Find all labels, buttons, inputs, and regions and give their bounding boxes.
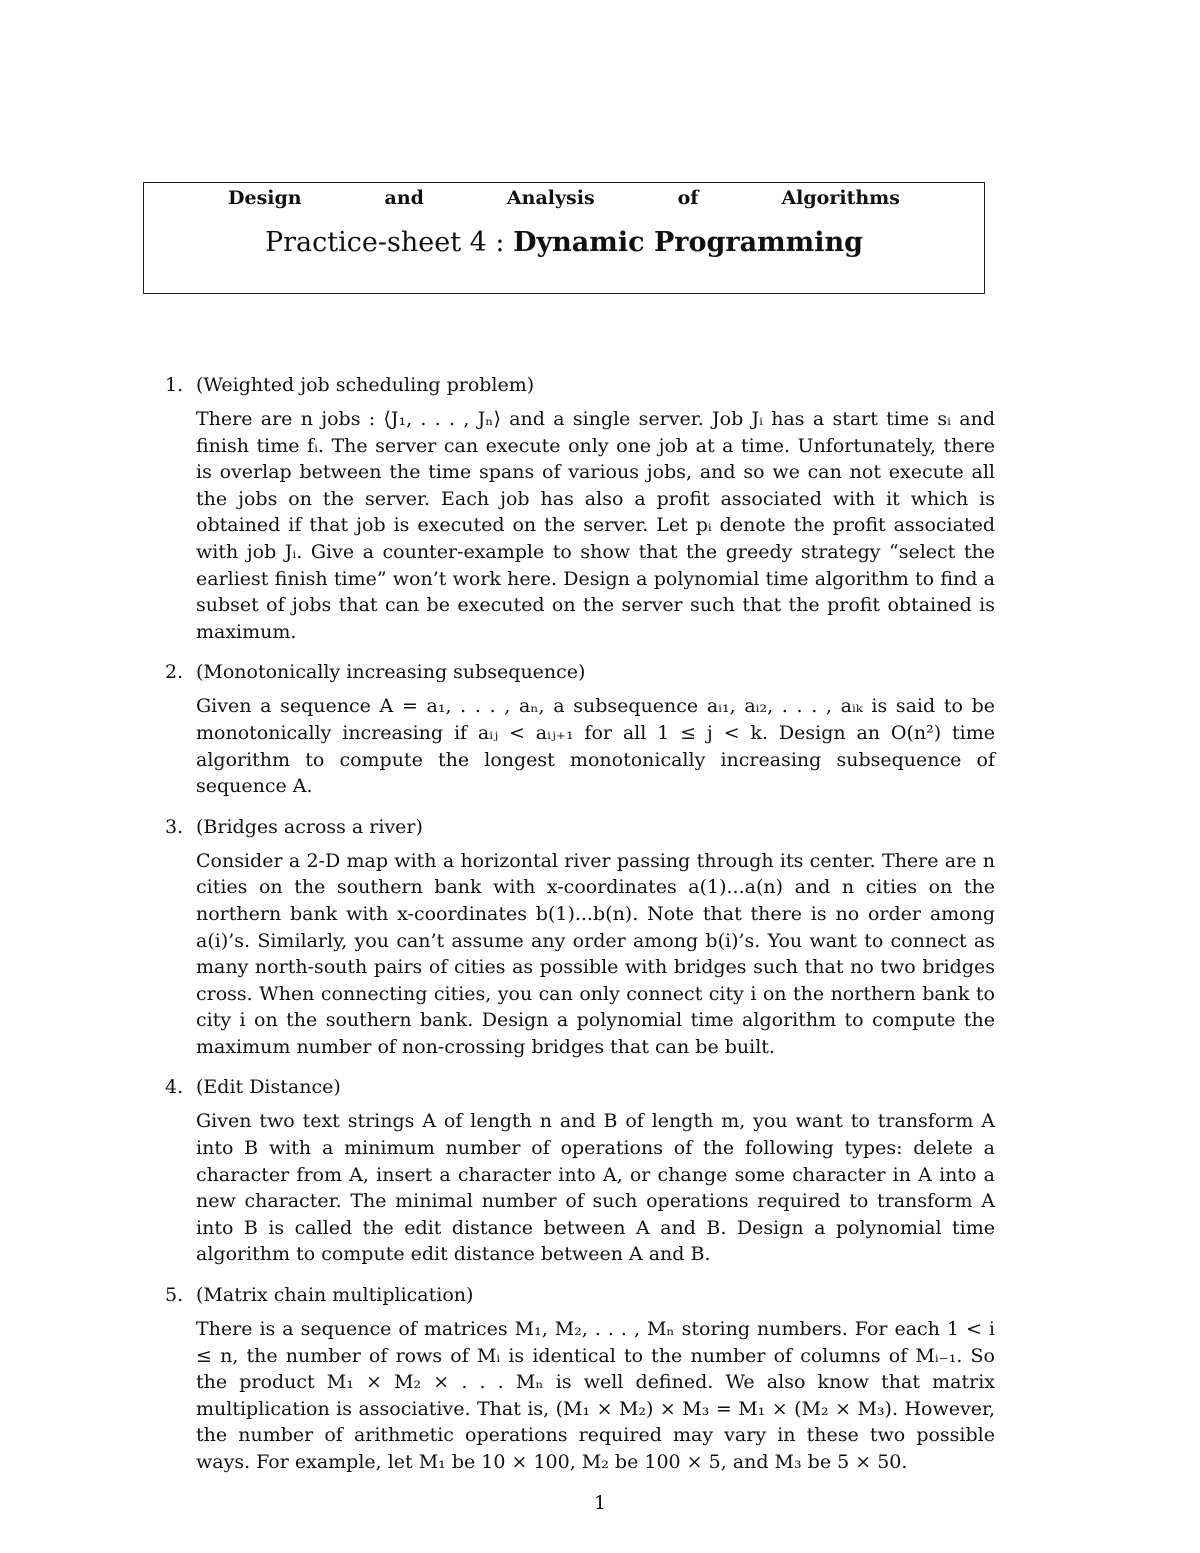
course-title	[228, 187, 900, 209]
problem-title: (Bridges across a river)	[196, 815, 423, 838]
problem-number: 3.	[165, 815, 184, 838]
problem-number: 1.	[165, 374, 184, 396]
course-word: of	[677, 187, 699, 209]
problem-item	[165, 1282, 995, 1476]
course-word: Design	[228, 187, 302, 209]
course-word: Analysis	[506, 187, 595, 209]
sheet-title	[144, 227, 984, 258]
course-word: and	[384, 187, 424, 209]
problem-list	[165, 372, 995, 1490]
problem-title: (Matrix chain multiplication)	[196, 1284, 474, 1307]
course-word: Algorithms	[781, 187, 900, 209]
problem-title: (Edit Distance)	[196, 1076, 341, 1099]
problem-body: Given two text strings A of length n and B of length m, you want to transform A into B with a minimum number of operations of the following types: delete a character from A, insert a character into A, or change some character in A into a new character. The minimal number of such operations required to transform A into B is called the edit distance between A and B. Design a polynomial time algorithm to compute edit distance between A and B.	[196, 1110, 995, 1266]
sheet-topic: Dynamic Programming	[513, 227, 863, 258]
problem-number: 4.	[165, 1076, 184, 1099]
problem-title: (Weighted job scheduling problem)	[196, 374, 535, 396]
problem-body: There is a sequence of matrices M₁, M₂, . . . , Mₙ storing numbers. For each 1 < i ≤ n, the number of rows of Mᵢ is identical to the number of columns of Mᵢ₋₁. So the product M₁ × M₂ × . . . Mₙ is well defined. We also know that matrix multiplication is associative. That is, (M₁ × M₂) × M₃ = M₁ × (M₂ × M₃). However, the number of arithmetic operations required may vary in these two possible ways. For example, let M₁ be 10 × 100, M₂ be 100 × 5, and M₃ be 5 × 50.	[196, 1318, 995, 1473]
header-box	[143, 182, 985, 294]
problem-body: Consider a 2-D map with a horizontal river passing through its center. There are n cities on the southern bank with x-coordinates a(1)...a(n) and n cities on the northern bank with x-coordinates b(1)...b(n). Note that there is no order among a(i)’s. Similarly, you can’t assume any order among b(i)’s. You want to connect as many north-south pairs of cities as possible with bridges such that no two bridges cross. When connecting cities, you can only connect city i on the northern bank to city i on the southern bank. Design a polynomial time algorithm to compute the maximum number of non-crossing bridges that can be built.	[196, 849, 995, 1058]
problem-item	[165, 372, 995, 645]
problem-body: There are n jobs : ⟨J₁, . . . , Jₙ⟩ and a single server. Job Jᵢ has a start time sᵢ and finish time fᵢ. The server can execute only one job at a time. Unfortunately, there is overlap between the time spans of various jobs, and so we can not execute all the jobs on the server. Each job has also a profit associated with it which is obtained if that job is executed on the server. Let pᵢ denote the profit associated with job Jᵢ. Give a counter-example to show that the greedy strategy “select the earliest finish time” won’t work here. Design a polynomial time algorithm to find a subset of jobs that can be executed on the server such that the profit obtained is maximum.	[196, 408, 995, 643]
problem-item	[165, 659, 995, 799]
page-number: 1	[593, 1492, 607, 1514]
problem-number: 2.	[165, 661, 184, 684]
problem-number: 5.	[165, 1284, 184, 1307]
problem-title: (Monotonically increasing subsequence)	[196, 661, 586, 684]
problem-item	[165, 1074, 995, 1268]
problem-item	[165, 814, 995, 1061]
sheet-prefix: Practice-sheet 4 :	[264, 227, 514, 258]
problem-body: Given a sequence A = a₁, . . . , aₙ, a subsequence aᵢ₁, aᵢ₂, . . . , aᵢₖ is said to be monotonically increasing if aᵢⱼ < aᵢⱼ₊₁ for all 1 ≤ j < k. Design an O(n²) time algorithm to compute the longest monotonically increasing subsequence of sequence A.	[196, 695, 995, 798]
